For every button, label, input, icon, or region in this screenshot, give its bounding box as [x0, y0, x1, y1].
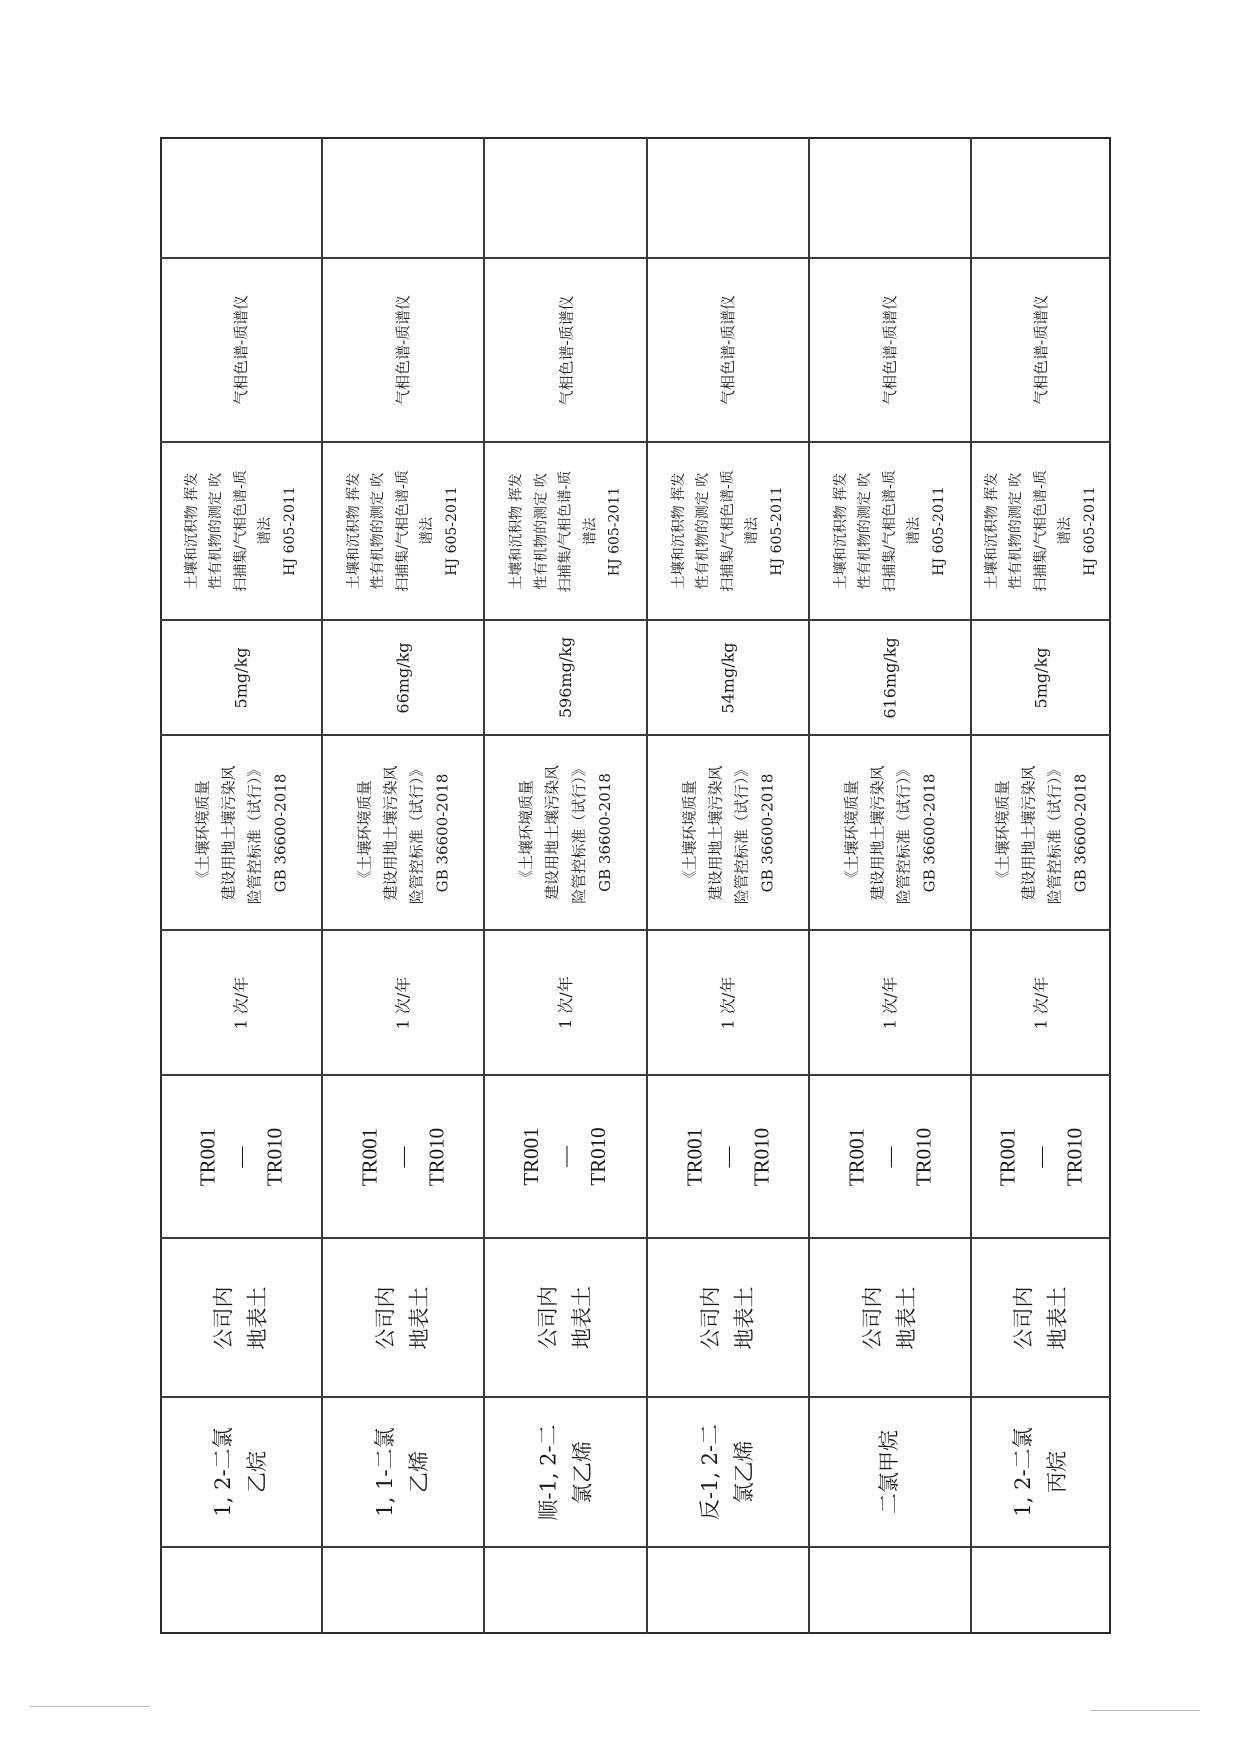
pollutant-text: 1, 2-二氯: [211, 1427, 236, 1517]
sample-points-text: TR001: [356, 1127, 381, 1186]
sample-points-text: —: [877, 1146, 902, 1167]
standard-text: 险管控标准（试行）》: [1045, 761, 1063, 904]
standard-text: 险管控标准（试行）》: [245, 761, 263, 904]
location-text: 公司内: [535, 1286, 560, 1349]
method-text: 性有机物的测定 吹: [532, 472, 549, 590]
sample-points-text: TR010: [423, 1127, 448, 1186]
cell-instrument: [164, 262, 318, 438]
sample-points-text: TR001: [681, 1127, 706, 1186]
table-column-divider: [160, 734, 1111, 736]
pollutant-text: 乙烷: [245, 1451, 269, 1493]
cell-location: [975, 1242, 1107, 1393]
table-row-divider: [970, 137, 972, 1634]
table-row-divider: [483, 137, 485, 1634]
cell-pollutant: [651, 1401, 805, 1543]
method-text: 土壤和沉积物 挥发: [983, 472, 1000, 590]
sample-points-text: —: [715, 1146, 740, 1167]
location-text: 地表土: [732, 1286, 756, 1349]
location-text: 公司内: [1011, 1286, 1036, 1349]
method-text: 扫捕集/气相色谱-质: [557, 470, 574, 592]
cell-location: [488, 1242, 643, 1393]
cell-remark: [488, 141, 643, 254]
cell-limit: [164, 624, 318, 731]
method-text: 谱法: [1057, 517, 1074, 545]
location-text: 地表土: [245, 1286, 269, 1349]
cell-method: [164, 446, 318, 616]
cell-sample-points: [975, 1079, 1107, 1234]
method-text: 扫捕集/气相色谱-质: [232, 470, 249, 592]
standard-text: 建设用地土壤污染风: [867, 765, 886, 901]
method-text: 扫捕集/气相色谱-质: [719, 470, 736, 592]
cell-instrument: [326, 262, 480, 438]
table-column-divider: [160, 1074, 1111, 1076]
cell-sample-points: [164, 1079, 318, 1234]
standard-text: 建设用地土壤污染风: [705, 765, 724, 901]
instrument-text: 气相色谱-质谱仪: [556, 294, 575, 406]
location-text: 地表土: [1045, 1286, 1069, 1349]
instrument-text: 气相色谱-质谱仪: [232, 294, 250, 406]
cell-standard: [326, 739, 480, 926]
sample-points-text: TR010: [910, 1127, 935, 1186]
sample-points-text: TR001: [194, 1127, 219, 1186]
scan-artifact-line: [30, 1706, 150, 1707]
cell-instrument: [813, 262, 967, 438]
standard-text: GB 36600-2018: [433, 773, 452, 892]
location-text: 公司内: [211, 1286, 236, 1349]
method-text: 性有机物的测定 吹: [208, 472, 225, 590]
table-column-divider: [160, 929, 1111, 931]
sample-points-text: TR001: [843, 1127, 868, 1186]
table-column-divider: [160, 1396, 1111, 1398]
standard-text: GB 36600-2018: [758, 773, 777, 892]
sample-points-text: TR001: [994, 1127, 1019, 1186]
cell-pollutant: [975, 1401, 1107, 1543]
method-text: HJ 605-2011: [930, 486, 947, 576]
method-text: HJ 605-2011: [1081, 486, 1098, 576]
table-row-divider: [321, 137, 323, 1634]
standard-text: 《土壤环境质量: [992, 780, 1011, 886]
standard-text: 《土壤环境质量: [841, 780, 860, 886]
sample-points-text: —: [228, 1146, 253, 1167]
cell-location: [164, 1242, 318, 1393]
cell-sample-points: [651, 1079, 805, 1234]
table-row-divider: [646, 137, 648, 1634]
standard-text: GB 36600-2018: [595, 773, 614, 892]
standard-text: 《土壤环境质量: [192, 780, 211, 886]
pollutant-text: 反-1, 2-二: [698, 1423, 723, 1521]
standard-text: 《土壤环境质量: [354, 780, 373, 886]
standard-text: 建设用地土壤污染风: [543, 765, 562, 901]
cell-remark: [975, 141, 1107, 254]
standard-text: 《土壤环境质量: [517, 780, 535, 886]
standard-text: 建设用地土壤污染风: [380, 765, 399, 901]
frequency-text: 1 次/年: [880, 976, 900, 1029]
cell-method: [975, 446, 1107, 616]
cell-sample-points: [813, 1079, 967, 1234]
location-text: 地表土: [407, 1286, 431, 1349]
pollutant-text: 氯乙烯: [732, 1440, 756, 1504]
standard-text: 险管控标准（试行）》: [407, 761, 425, 904]
cell-limit: [326, 624, 480, 731]
pollutant-text: 丙烷: [1045, 1451, 1069, 1493]
frequency-text: 1 次/年: [555, 976, 575, 1029]
cell-frequency: [813, 934, 967, 1071]
standard-text: 《土壤环境质量: [679, 780, 698, 886]
method-text: HJ 605-2011: [606, 486, 623, 576]
cell-instrument: [651, 262, 805, 438]
limit-text: 66mg/kg: [393, 641, 413, 714]
method-text: 土壤和沉积物 挥发: [832, 472, 849, 590]
method-text: 土壤和沉积物 挥发: [345, 472, 362, 590]
method-text: HJ 605-2011: [281, 486, 298, 576]
cell-frequency: [164, 934, 318, 1071]
cell-location: [326, 1242, 480, 1393]
cell-standard: [975, 739, 1107, 926]
location-text: 地表土: [569, 1286, 594, 1349]
standard-text: GB 36600-2018: [920, 773, 939, 892]
frequency-text: 1 次/年: [1031, 976, 1051, 1029]
standard-text: 险管控标准（试行）》: [732, 761, 750, 904]
cell-limit: [488, 624, 643, 731]
instrument-text: 气相色谱-质谱仪: [719, 294, 737, 406]
method-text: 土壤和沉积物 挥发: [670, 472, 687, 590]
table-column-divider: [160, 619, 1111, 621]
cell-pollutant: [813, 1401, 967, 1543]
standard-text: GB 36600-2018: [271, 773, 290, 892]
instrument-text: 气相色谱-质谱仪: [394, 294, 412, 406]
cell-standard: [164, 739, 318, 926]
table-column-divider: [160, 1237, 1111, 1239]
cell-method: [326, 446, 480, 616]
method-text: HJ 605-2011: [768, 486, 785, 576]
sample-points-text: TR010: [1061, 1127, 1086, 1186]
method-text: 扫捕集/气相色谱-质: [394, 470, 411, 592]
cell-location: [813, 1242, 967, 1393]
method-text: 扫捕集/气相色谱-质: [1032, 470, 1049, 592]
cell-frequency: [488, 934, 643, 1071]
table-column-divider: [160, 441, 1111, 443]
table-column-divider: [160, 1546, 1111, 1548]
standard-text: 建设用地土壤污染风: [218, 765, 237, 901]
frequency-text: 1 次/年: [393, 976, 413, 1029]
standard-text: GB 36600-2018: [1071, 773, 1090, 892]
frequency-text: 1 次/年: [718, 976, 738, 1029]
method-text: 性有机物的测定 吹: [1008, 472, 1025, 590]
cell-instrument: [975, 262, 1107, 438]
method-text: 谱法: [744, 517, 761, 545]
location-text: 地表土: [894, 1286, 918, 1349]
method-text: 谱法: [257, 517, 274, 545]
cell-method: [488, 446, 643, 616]
method-text: 谱法: [419, 517, 436, 545]
scan-artifact-line: [1090, 1710, 1200, 1711]
cell-remark: [326, 141, 480, 254]
sample-points-text: TR010: [586, 1127, 611, 1186]
pollutant-text: 1, 2-二氯: [1011, 1427, 1036, 1517]
sample-points-text: TR001: [519, 1127, 544, 1186]
instrument-text: 气相色谱-质谱仪: [1032, 294, 1050, 406]
limit-text: 596mg/kg: [555, 636, 575, 719]
method-text: 谱法: [906, 517, 923, 545]
location-text: 公司内: [373, 1286, 398, 1349]
method-text: 土壤和沉积物 挥发: [183, 472, 200, 590]
cell-remark: [164, 141, 318, 254]
cell-pollutant: [488, 1401, 643, 1543]
limit-text: 5mg/kg: [231, 647, 251, 708]
cell-remark: [813, 141, 967, 254]
standard-text: 险管控标准（试行）》: [569, 761, 588, 904]
method-text: 性有机物的测定 吹: [857, 472, 874, 590]
method-text: 谱法: [581, 517, 598, 545]
method-text: 性有机物的测定 吹: [695, 472, 712, 590]
sample-points-text: —: [390, 1146, 415, 1167]
cell-pollutant: [164, 1401, 318, 1543]
cell-pollutant: [326, 1401, 480, 1543]
cell-limit: [651, 624, 805, 731]
limit-text: 5mg/kg: [1031, 647, 1051, 708]
limit-text: 616mg/kg: [880, 636, 900, 719]
table-column-divider: [160, 257, 1111, 259]
method-text: 性有机物的测定 吹: [370, 472, 387, 590]
sample-points-text: —: [1028, 1146, 1053, 1167]
cell-frequency: [326, 934, 480, 1071]
cell-sample-points: [326, 1079, 480, 1234]
cell-standard: [813, 739, 967, 926]
cell-standard: [488, 739, 643, 926]
cell-limit: [975, 624, 1107, 731]
cell-frequency: [975, 934, 1107, 1071]
method-text: 扫捕集/气相色谱-质: [881, 470, 898, 592]
sample-points-text: TR010: [261, 1127, 286, 1186]
cell-method: [651, 446, 805, 616]
pollutant-text: 1, 1-二氯: [373, 1427, 398, 1517]
cell-frequency: [651, 934, 805, 1071]
cell-instrument: [488, 262, 643, 438]
location-text: 公司内: [860, 1286, 885, 1349]
location-text: 公司内: [698, 1286, 723, 1349]
table-row-divider: [808, 137, 810, 1634]
pollutant-text: 二氯甲烷: [877, 1430, 902, 1514]
standard-text: 险管控标准（试行）》: [894, 761, 912, 904]
method-text: 土壤和沉积物 挥发: [508, 472, 525, 590]
pollutant-text: 乙烯: [407, 1451, 431, 1493]
sample-points-text: —: [552, 1146, 577, 1167]
cell-standard: [651, 739, 805, 926]
pollutant-text: 氯乙烯: [569, 1440, 594, 1504]
cell-sample-points: [488, 1079, 643, 1234]
limit-text: 54mg/kg: [718, 641, 738, 714]
method-text: HJ 605-2011: [443, 486, 460, 576]
cell-remark: [651, 141, 805, 254]
standard-text: 建设用地土壤污染风: [1018, 765, 1037, 901]
instrument-text: 气相色谱-质谱仪: [881, 294, 899, 406]
sample-points-text: TR010: [748, 1127, 773, 1186]
pollutant-text: 顺-1, 2-二: [535, 1423, 560, 1521]
cell-location: [651, 1242, 805, 1393]
cell-limit: [813, 624, 967, 731]
frequency-text: 1 次/年: [231, 976, 251, 1029]
cell-method: [813, 446, 967, 616]
